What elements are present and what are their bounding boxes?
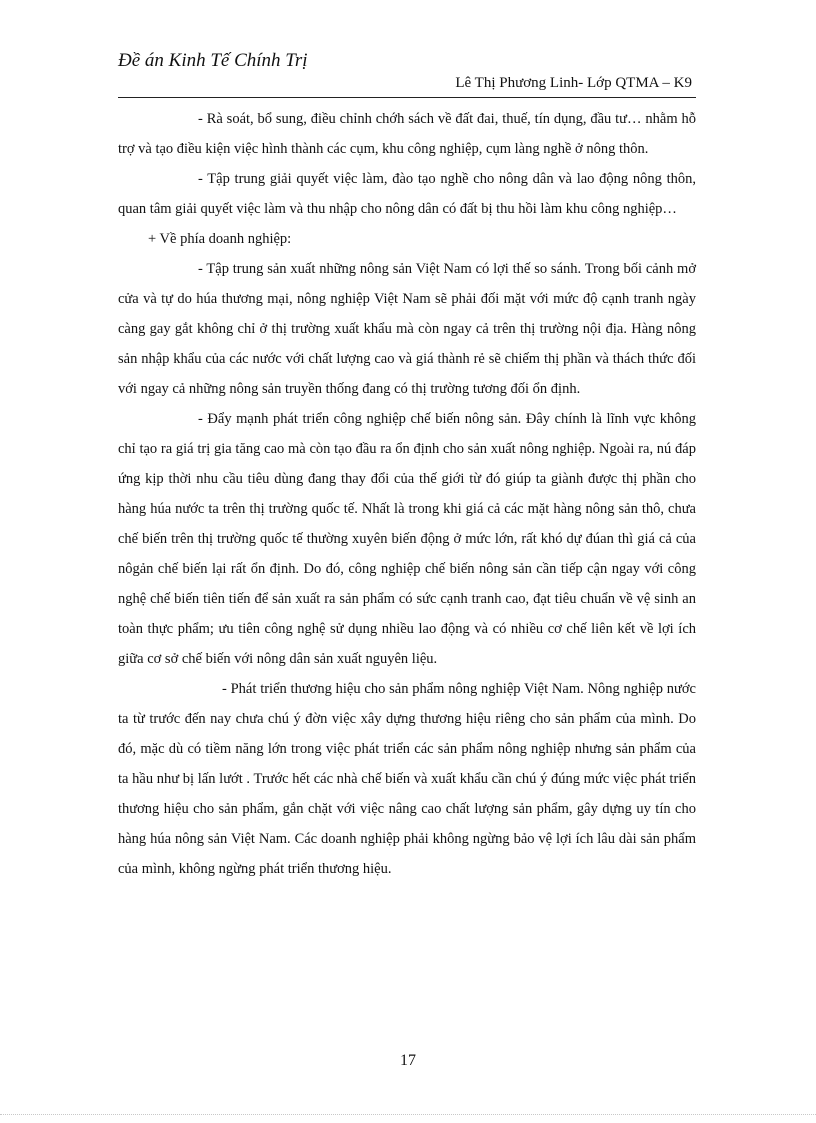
page-bottom-edge [0, 1114, 816, 1115]
header-title: Đề án Kinh Tế Chính Trị [118, 50, 308, 71]
paragraph-enterprise-heading: + Về phía doanh nghiệp: [148, 231, 292, 247]
page-number: 17 [400, 1052, 416, 1069]
header-author: Lê Thị Phương Linh- Lớp QTMA – K9 [455, 75, 692, 91]
paragraph-brand-development: - Phát triển thương hiệu cho sản phẩm nông nghiệp Việt Nam. Nông nghiệp nước ta từ trước đến nay chưa chú ý đờn việc xây dựng thương hiệu riêng cho sản phẩm của mình. Do đó, mặc dù có tiềm năng lớn trong việc phát triển các sản phẩm nông nghiệp nhưng sản phẩm của ta hầu như bị lấn lướt . Trước hết các nhà chế biến và xuất khẩu cần chú ý đúng mức việc phát triển thương hiệu cho sản phẩm, gắn chặt với việc nâng cao chất lượng sản phẩm, gây dựng uy tín cho hàng húa nông sản Việt Nam. Các doanh nghiệp phải không ngừng bảo vệ lợi ích lâu dài sản phẩm của mình, không ngừng phát triển thương hiệu. [118, 681, 696, 877]
paragraph-processing-industry: - Đẩy mạnh phát triển công nghiệp chế biến nông sản. Đây chính là lĩnh vực không chỉ tạo ra giá trị gia tăng cao mà còn tạo đầu ra ổn định cho sản xuất nông nghiệp. Ngoài ra, nú đáp ứng kịp thời nhu cầu tiêu dùng đang thay đổi của thế giới từ đó giúp ta giành được thị phần cho hàng húa nước ta trên thị trường quốc tế. Nhất là trong khi giá cả các mặt hàng nông sản thô, chưa chế biến trên thị trường quốc tế thường xuyên biến động ở mức lớn, rất khó dự đúan thì giá cả của nôgản chế biến lại rất ổn định. Do đó, công nghiệp chế biến nông sản cần tiếp cận ngay với công nghệ chế biến tiên tiến để sản xuất ra sản phẩm có sức cạnh tranh cao, đạt tiêu chuẩn về vệ sinh an toàn thực phẩm; ưu tiên công nghệ sử dụng nhiều lao động và có nhiều cơ chế liên kết về lợi ích giữa cơ sở chế biến với nông dân sản xuất nguyên liệu. [118, 411, 696, 667]
body-text [118, 104, 696, 884]
paragraph-policy-review: - Rà soát, bổ sung, điều chỉnh chớh sách về đất đai, thuế, tín dụng, đầu tư… nhằm hỗ trợ và tạo điều kiện việc hình thành các cụm, khu công nghiệp, cụm làng nghề ở nông thôn. [118, 111, 696, 157]
paragraph-competitive-products: - Tập trung sản xuất những nông sản Việt Nam có lợi thế so sánh. Trong bối cảnh mở cửa và tự do húa thương mại, nông nghiệp Việt Nam sẽ phải đối mặt với mức độ cạnh tranh ngày càng gay gắt không chỉ ở thị trường xuất khẩu mà còn ngay cả trên thị trường nội địa. Hàng nông sản nhập khẩu của các nước với chất lượng cao và giá thành rẻ sẽ chiếm thị phần và thách thức đối với ngay cả những nông sản truyền thống đang có thị trường tương đối ổn định. [118, 261, 696, 397]
paragraph-employment: - Tập trung giải quyết việc làm, đào tạo nghề cho nông dân và lao động nông thôn, quan tâm giải quyết việc làm và thu nhập cho nông dân có đất bị thu hồi làm khu công nghiệp… [118, 171, 696, 217]
header-divider [118, 97, 696, 98]
